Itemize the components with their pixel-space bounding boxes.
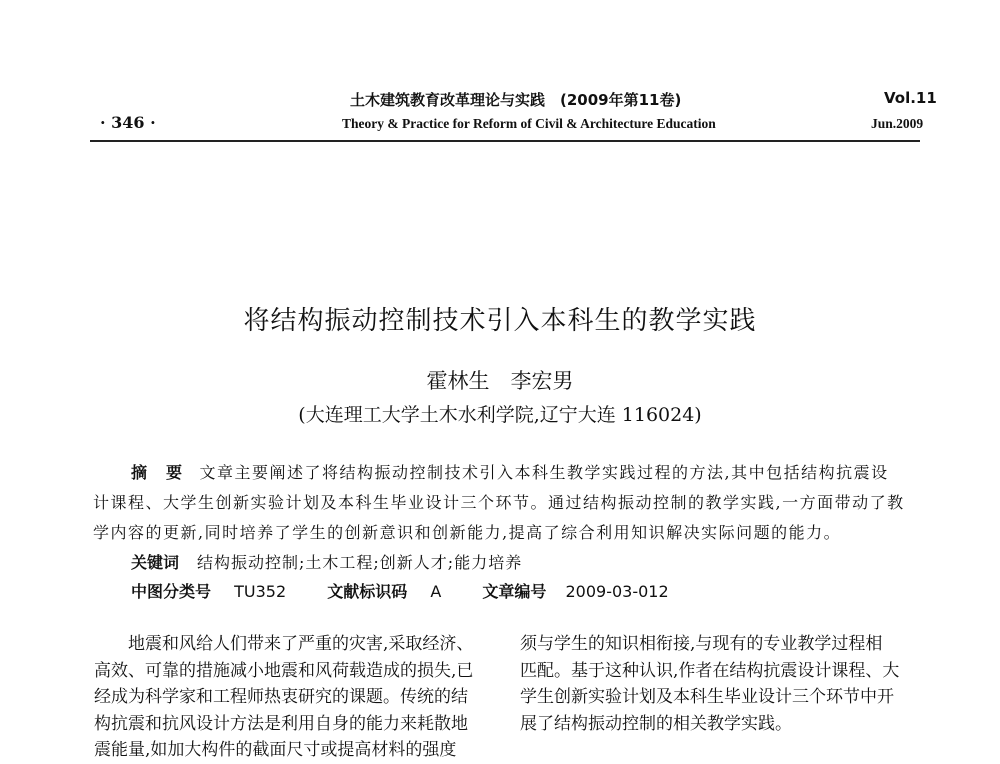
right-line-1: 须与学生的知识相衔接,与现有的专业教学过程相 <box>520 634 883 654</box>
left-line-3: 经成为科学家和工程师热衷研究的课题。传统的结 <box>94 687 468 707</box>
left-line-2: 高效、可靠的措施减小地震和风荷载造成的损失,已 <box>94 660 474 681</box>
abstract-line-3: 学内容的更新,同时培养了学生的创新意识和创新能力,提高了综合利用知识解决实际问题的能力。 <box>93 523 842 542</box>
header-rule <box>90 140 920 142</box>
right-line-2: 匹配。基于这种认识,作者在结构抗震设计课程、大 <box>520 660 900 681</box>
keywords-label: 关键词 <box>131 553 180 572</box>
doc-code-value: A <box>430 582 442 601</box>
abstract-line-2: 计课程、大学生创新实验计划及本科生毕业设计三个环节。通过结构振动控制的教学实践,一方面带动了教 <box>93 493 905 512</box>
body-left-column <box>94 631 473 764</box>
clc-value: TU352 <box>234 582 287 601</box>
abstract-line-1 <box>93 458 923 488</box>
clc-label: 中图分类号 <box>131 582 212 601</box>
volume-label: Vol.11 <box>884 89 937 107</box>
classification-row <box>131 579 669 602</box>
article-no-value: 2009-03-012 <box>565 582 669 601</box>
left-line-1: 地震和风给人们带来了严重的灾害,采取经济、 <box>94 634 474 654</box>
issue-date: Jun.2009 <box>871 116 924 131</box>
article-title: 将结构振动控制技术引入本科生的教学实践 <box>243 306 757 336</box>
keywords-value: 结构振动控制;土木工程;创新人才;能力培养 <box>197 553 523 572</box>
abstract-text-1: 文章主要阐述了将结构振动控制技术引入本科生教学实践过程的方法,其中包括结构抗震设 <box>199 463 889 482</box>
left-line-4: 构抗震和抗风设计方法是利用自身的能力来耗散地 <box>94 713 468 734</box>
keywords-row <box>131 550 522 573</box>
abstract-label: 摘 要 <box>131 463 184 482</box>
journal-title-cn: 土木建筑教育改革理论与实践 (2009年第11卷) <box>350 91 682 109</box>
right-line-3: 学生创新实验计划及本科生毕业设计三个环节中开 <box>520 687 894 707</box>
left-line-5: 震能量,如加大构件的截面尺寸或提高材料的强度 <box>94 740 457 760</box>
right-line-4: 展了结构振动控制的相关教学实践。 <box>520 713 792 734</box>
abstract-block <box>93 458 923 548</box>
journal-title-en: Theory & Practice for Reform of Civil & Architecture Education <box>342 116 716 131</box>
page-number: · 346 · <box>100 113 156 132</box>
article-affiliation: (大连理工大学土木水利学院,辽宁大连 116024) <box>298 404 702 426</box>
article-authors: 霍林生 李宏男 <box>426 369 574 393</box>
body-right-column <box>520 631 899 737</box>
article-no-label: 文章编号 <box>482 582 547 601</box>
doc-code-label: 文献标识码 <box>327 582 408 601</box>
